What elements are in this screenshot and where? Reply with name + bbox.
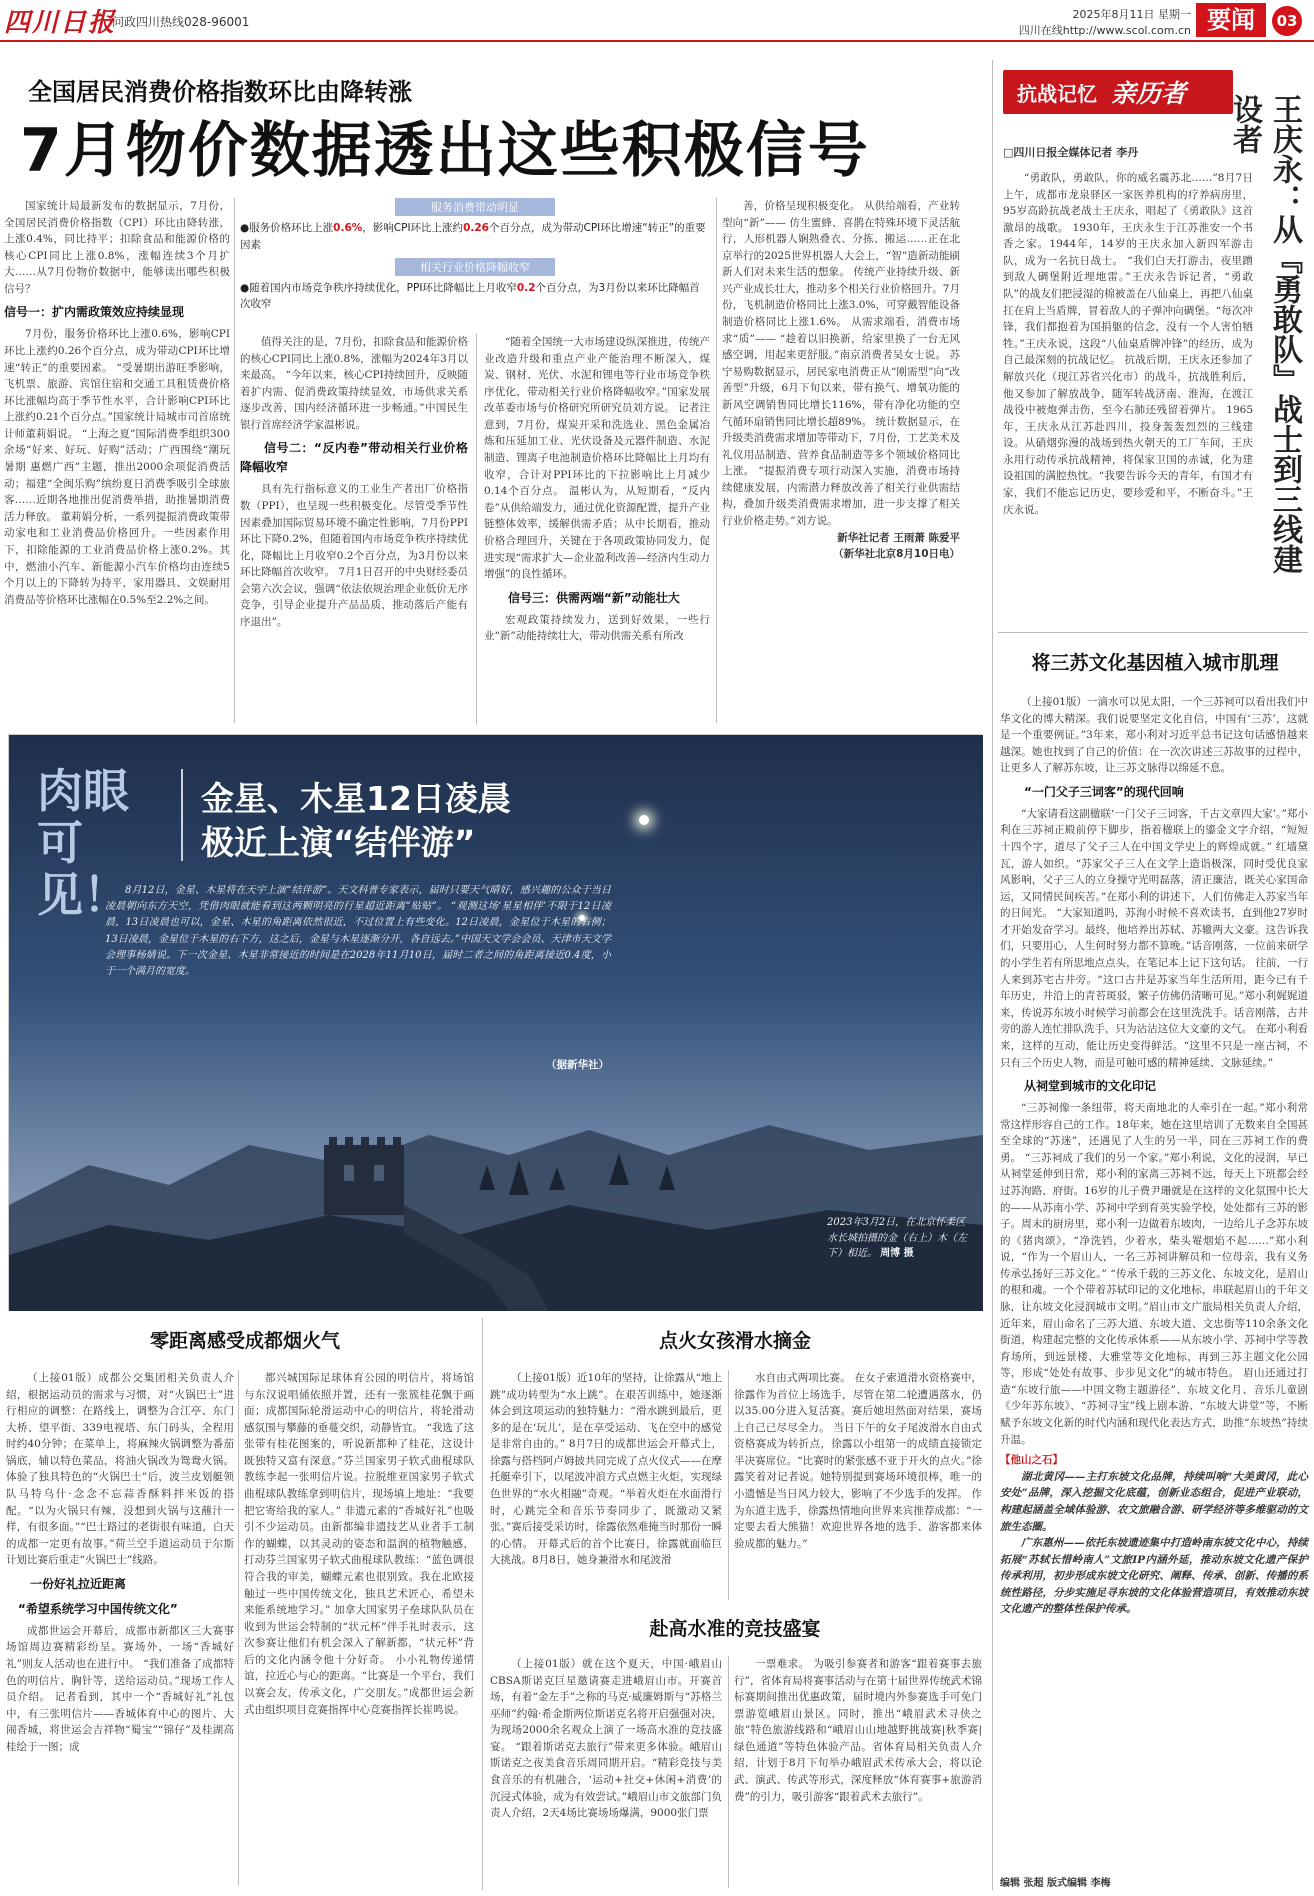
chengdu-col-1: （上接01版）成都公交集团相关负责人介绍，根据运动员的需求与习惯，对“火锅巴士”进行相应的调整：在路线上，调整为合江亭、东门大桥、望平街、339电视塔、东门码头，全程用时约40分钟；在菜单上，将麻辣火锅调整为番茄锅底，辅以特色菜品，将油火锅改为鸳鸯火锅。 体验了独具特色的“火锅巴士”后，波兰皮划艇领队马特乌什·念念不忘蒜香酥料拌米饭的搭配。“以为火锅只有辣，没想到火锅与这蘸汁一样，有很多面。”“巴士路过的老街很有味道，白天的成都一定更有故事。”荷兰空手道运动员于尔斯计划比赛后重走“火锅巴士”线路。 一份好礼拉近距离 “希望系统学习中国传统文化” 成都世运会开幕后，成都市新都区三大赛事场馆周边赛精彩纷呈。赛场外，一场“香城好礼”则友人活动也在进行中。 “我们准备了成都特色的明信片、胸针等，送给运动员。”现场工作人员介绍。 记者看到，其中一个“香城好礼”礼包中，有三张明信片——香城体育中心的图片、大闹香城，将世运会吉祥物“蜀宝”“锦仔”及桂湖高桂绘于一图；成 [6, 1372, 234, 1753]
dateline: （新华社北京8月10日电） [833, 548, 960, 561]
other-stones-1: 湖北黄冈——主打东坡文化品牌，持续叫响“大美黄冈，此心安处”品牌，深入挖掘文化底蕴，创新业态组合，促进产业联动，构建起涵盖全域体验游、农文旅融合游、研学经济等多维驱动的文旅生态圈。 [1000, 1470, 1308, 1533]
banner-service: 服务消费带动明显 [395, 198, 555, 216]
lead-col3-body: “随着全国统一大市场建设纵深推进，传统产业改造升级和重点产业产能治理不断深入，煤炭、钢材、光伏、水泥和锂电等行业市场竞争秩序优化，带动相关行业价格降幅收窄。”国家发展改革委市场与价格研究所研究员刘方说。 记者注意到，7月份，煤炭开采和洗选业、黑色金属冶炼和压延加工业、光伏设备及元器件制造、水泥制造、锂离子电池制造价格环比降幅比上月均有收窄，合计对PPI环比的下拉影响比上月减少0.14个百分点。 温彬认为，从短期看，“反内卷”从供给端发力，通过优化资源配置，提升产业链整体效率，缓解供需矛盾；从中长期看，推动价格合理回升，关键在于各项政策协同发力，促进实现“需求扩大—企业盈利改善—经济内生动力增强”的良性循环。 [484, 336, 710, 581]
war-memory-body: “勇敢队，勇敢队，你的威名震苏北……”8月7日上午，成都市龙泉驿区一家医养机构的疗养病房里，95岁高龄抗战老战士王庆永，唱起了《勇敢队》这首激昂的战歌。 1930年，王庆永生于江苏淮安一个书香之家。1944年，14岁的王庆永加入新四军游击队，成为一名抗日战士。 “我们白天打游击，夜里蹭到敌人碉堡附近埋地雷。”王庆永告诉记者，“勇敢队”的战友们把浸湿的棉被盖在八仙桌上，再把八仙桌扛在肩上当盾牌，冒着敌人的子弹冲向碉堡。“每次冲锋，我们都抱着为国捐躯的信念，没有一个人害怕牺牲。”王庆永说，这段“八仙桌盾牌冲锋”的经历，成为自己最深刻的抗战记忆。 抗战后期，王庆永还参加了解放兴化（现江苏省兴化市）的战斗，抗战胜利后，他又参加了解放战争，随军转战济南、淮海，在渡江战役中被炮弹击伤，至今右肺还残留着弹片。 1965年，王庆永从江苏赴四川，投身轰轰烈烈的三线建设。从硝烟弥漫的战场到热火朝天的工厂车间，王庆永用行动传承抗战精神，将保家卫国的赤诚，化为建设祖国的满腔热忱。“我要告诉今天的青年，有国才有家，我们不能忘记历史，要珍爱和平，不断奋斗。”王庆永说。 [1003, 172, 1253, 516]
bullet-industry: ●随着国内市场竞争秩序持续优化，PPI环比降幅比上月收窄0.2个百分点，为3月份以来环比降幅首次收窄 [240, 281, 700, 311]
culture-top-rule [998, 632, 1308, 633]
lead-col-4 [722, 198, 960, 728]
page-number: 03 [1272, 6, 1302, 36]
gaoshui-title: 赴高水准的竞技盛宴 [649, 1618, 821, 1640]
col-divider-3 [716, 198, 717, 723]
lead-col2-body: 值得关注的是，7月份，扣除食品和能源价格的核心CPI同比上涨0.8%，涨幅为2024年3月以来最高。 “今年以来，核心CPI持续回升，反映随着扩内需、促消费政策持续显效，市场供求关系逐步改善，国内经济循环进一步畅通。”中国民生银行首席经济学家温彬说。 [240, 336, 468, 431]
signal-3-title: 信号三：供需两端“新”动能壮大 [508, 590, 680, 605]
photographer: 周博 摄 [880, 1248, 914, 1259]
issue-date: 2025年8月11日 星期一 [1072, 8, 1191, 21]
lead-col4-body: 善，价格呈现积极变化。 从供给端看，产业转型向“新”—— 仿生蜜蜂、喜鹊在特殊环境下灵活航行，人形机器人娴熟叠衣、分拣、搬运……正在北京举行的2025世界机器人大会上，“智”造新动能刷新人们对未来生活的想象。 传统产业持续升级、新兴产业成长壮大，推动多个相关行业价格回升。7月份，飞机制造价格同比上涨3.0%，可穿戴智能设备制造价格同比上涨1.6%。 从需求端看，消费市场求“质”—— “趁着以旧换新，给家里换了一台无风感空调，用起来更舒服。”南京消费者吴女士说。 苏宁易购数据显示，居民家电消费正从“刚需型”向“改善型”升级，6月下旬以来，带有换气、增氧功能的新风空调销售同比增长116%，带有净化功能的空气循环扇销售同比增长超89%。 统计数据显示，在升级类消费需求增加等带动下，7月份，工艺美术及礼仪用品制造、营养食品制造等多个领域价格同比上涨。 “提振消费专项行动深入实施，消费市场持续健康发展，内需潜力释放改善了相关行业供需结构，叠加升级类消费需求增加，进一步支撑了相关行业价格走势。”刘方说。 [722, 200, 960, 527]
signal-1-title: 信号一：扩内需政策效应持续显现 [4, 305, 185, 320]
signal-2-title: 信号二：“反内卷”带动相关行业价格降幅收窄 [240, 441, 468, 475]
right-col-divider [992, 60, 993, 1890]
chengdu-col-2: 都兴城国际足球体育公园的明信片，将场馆与东汉说唱俑依照并置，还有一张簇桂花飘于画面；成都国际轮滑运动中心的明信片，将轮滑动感氛围与攀藤的垂蔓交织，动静皆宜。 “我选了这张带有桂花图案的，听说新都种了桂花，这设计既独特又富有深意。”芬兰国家男子软式曲棍球队教练李起一张明信片说。拉脱维亚国家男子软式曲棍球队教练拿到明信片，现场填上地址：“我要把它寄给我的家人。” 非遗元素的“香城好礼”也吸引不少运动员。由新都编非遗技艺从业者手工制作的蝴蝶，以其灵动的姿态和温润的植物触感，打动芬兰国家男子软式曲棍球队教练：“蓝色调很符合我的审美，蝴蝶元素也很别致。我在北欧接触过一些中国传统文化，独具艺术匠心，希望未来能系统地学习。” 加拿大国家男子垒球队队员在收到为世运会特制的“状元杯”伴手礼时表示，这次参赛让他们有机会深入了解新都，“状元杯”背后的文化内涵令他十分好奇。 小小礼物传递情谊，拉近心与心的距离。“比赛是一个平台，我们以赛会友，传承文化，广交朋友。”成都世运会新式由组织项目竞赛指挥中心竞赛指挥长崔鸣说。 [244, 1372, 474, 1716]
hotline: 问政四川热线028-96001 [112, 15, 250, 29]
section-tag: 要闻 [1196, 3, 1266, 37]
chengdu-sub-1b: “希望系统学习中国传统文化” [18, 1601, 178, 1616]
gaoshui-col-2: 一票难求。 为吸引参赛者和游客“跟着赛事去旅行”，省体育局将赛事活动与在第十届世界传统武术锦标赛期间推出优惠政策，届时境内外参赛选手可免门票游览峨眉山景区。同时，推出“峨眉武术寻侠之旅”特色旅游线路和“峨眉山山地越野挑战赛|秋季赛|绿色通道”等特色体验产品。省体育局相关负责人介绍，计划于8月下旬举办峨眉武术传承大会，将以论武、演武、传武等形式，深度释放“体育赛事+旅游消费”的引力，吸引游客“跟着武术去旅行”。 [734, 1658, 982, 1803]
bottom-divider-1 [238, 1370, 239, 1885]
masthead-rule [0, 40, 1314, 42]
lead-col-3 [484, 334, 710, 728]
col-divider-1 [234, 198, 235, 723]
diving-col-2: 水自由式两项比赛。 在女子索道滑水资格赛中，徐露作为首位上场选手，尽管在第二轮遭遇落水，仍以35.00分进入复活赛。赛后她坦然面对结果，赛场上自己已尽尽全力。 当日下午的女子尾波滑水自由式资格赛成为转折点，徐露以小组第一的成绩直接锁定半决赛席位。“比赛时的紧张感不亚于开火的点火。”徐露笑着对记者说。她特别提到赛场环境很棒，唯一的小遗憾是当日风力较大，影响了不少选手的发挥。 作为东道主选手，徐露热情地向世界来宾推荐成都：“一定要去看大熊猫！欢迎世界各地的选手、游客都来体验成都的魅力。” [734, 1372, 982, 1550]
photo-intro: 8月12日，金星、木星将在天宇上演“结伴游”。天文科普专家表示，届时只要天气晴好，感兴趣的公众于当日凌晨朝向东方天空，凭借肉眼就能看到这两颗明亮的行星超近距离“贴贴”。 “观测这场‘星星相伴’不限于12日凌晨，13日凌晨也可以，金星、木星的角距离依然很近，不过位置上有些变化。12日凌晨，金星位于木星的右侧；13日凌晨，金星位于木星的右下方，这之后，金星与木星逐渐分开，各自远去。”中国天文学会会员、天津市天文学会理事杨婧说。下一次金星、木星非常接近的时间是在2028年11月10日，届时二者之间的角距离接近0.4度，小于一个满月的宽度。 [105, 885, 611, 977]
col-divider-2 [476, 334, 477, 724]
lead-col2-body2: 具有先行指标意义的工业生产者出厂价格指数（PPI），也呈现一些积极变化。尽管受季节性因素叠加国际贸易环境不确定性影响，7月份PPI环比下降0.2%，但随着国内市场竞争秩序持续优化，降幅比上月收窄0.2个百分点，为3月份以来环比降幅首次收窄。 7月1日召开的中央财经委员会第六次会议，强调“依法依规治理企业低价无序竞争，引导企业提升产品品质，推动落后产能有序退出”。 [240, 483, 468, 628]
photo-title-divider [181, 769, 183, 861]
culture-title: 将三苏文化基因植入城市肌理 [1031, 652, 1279, 674]
war-memory-script: 亲历者 [1111, 79, 1187, 108]
photo-intro-credit: （据新华社） [546, 1059, 609, 1071]
war-memory-reporter: □四川日报全媒体记者 李丹 [1003, 146, 1139, 159]
other-stones-2: 广东惠州——依托东坡遗迹集中打造岭南东坡文化中心，持续拓展“苏轼长惜岭南人”文旅IP内涵外延，推动东坡文化遗产保护传承利用，初步形成东坡文化研究、阐释、传承、创新、传播的系统性路径，分步实施足寻东坡的文化体验营造项目，有效推动东坡文化遗产的整体性保护传承。 [1000, 1537, 1308, 1616]
war-memory-label: 抗战记忆 [1017, 82, 1097, 106]
photo-title-line-1: 金星、木星12日凌晨 [201, 779, 511, 818]
war-memory-headline: 王庆永：从『勇敢队』战士到三线建设者 [1227, 94, 1302, 574]
culture-sub-1: “一门父子三词客”的现代回响 [1024, 784, 1184, 799]
info-box [240, 198, 710, 322]
lead-intro: 国家统计局最新发布的数据显示，7月份，全国居民消费价格指数（CPI）环比由降转涨，上涨0.4%，同比持平；扣除食品和能源价格的核心CPI同比上涨0.8%，涨幅连续3个月扩大……从7月份物价数据中，能够读出哪些积极信号？ [4, 200, 230, 295]
diving-col-1: （上接01版）近10年的坚持，让徐露从“地上跳”成功转型为“水上跳”。在艰苦训练中，她逐渐体会到这项运动的独特魅力：“滑水跳到最后，更多的是在‘玩儿’，是在享受运动、飞在空中的感觉是非常自由的。” 8月7日的成都世运会开幕式上，徐露与搭档阿卢姆披共同完成了点火仪式——在摩托艇牵引下，以尾波冲浪方式点燃主火炬，实现绿色世界的“水火相融”奇观。“举着火炬在水面滑行时，心跳完全和音乐节奏同步了，既激动又紧张。”赛后接受采访时，徐露依然难掩当时那份一瞬的心情。 开幕式后的首个比赛日，徐露就面临巨大挑战。8月8日，她身兼滑水和尾波滑 [490, 1372, 722, 1567]
lead-headline: 7月物价数据透出这些积极信号 [20, 116, 870, 186]
lead-col3-body2: 宏观政策持续发力，送到好效果，一些行业“新”动能持续壮大，带动供需关系有所改 [484, 613, 710, 643]
photo-title-line-2: 极近上演“结伴游” [201, 823, 476, 862]
newspaper-logo: 四川日报 [4, 8, 117, 38]
lead-kicker: 全国居民消费价格指数环比由降转涨 [28, 78, 412, 106]
diving-title: 点火女孩滑水摘金 [658, 1330, 811, 1352]
bottom-divider-3 [728, 1370, 729, 1600]
war-memory-badge [1003, 70, 1233, 114]
photo-feature [8, 734, 982, 1310]
lead-col-2 [240, 334, 468, 728]
culture-body: （上接01版）一滴水可以见太阳，一个三苏祠可以看出我们中华文化的博大精深。我们说要坚定文化自信，中国有‘三苏’，这就是一个重要例证。”3年来，郑小利对习近平总书记这句话感悟越来越深。她也找到了自己的价值：在一次次讲述三苏故事的过程中，让更多人了解苏东坡，让三苏文脉得以绵延不息。 “一门父子三词客”的现代回响 “大家请看这副楹联‘一门父子三词客，千古文章四大家’。”郑小利在三苏祠正殿前停下脚步，指着楹联上的鎏金文字介绍，“短短十四个字，道尽了父子三人在中国文学史上的辉煌成就。” 红墙黛瓦，游人如织。“苏家父子三人在文学上造诣极深，同时受优良家风影响，父子三人的立身操守光明磊落，清正廉洁，既关心家国命运，又同情民间疾苦。”在郑小利的讲述下，人们仿佛走入苏家当年的日间光。 “大家知道吗，苏洵小时候不喜欢读书，直到他27岁时才开始发奋学习。最终，他培养出苏轼、苏辙两大文豪。这告诉我们，只要用心，人生何时努力都不算晚。”话音刚落，一位前来研学的小学生若有所思地点点头，在笔记本上记下这句话。 往前，一行人来到苏宅古井旁。“这口古井是苏家当年生活所用，距今已有千年历史，井沿上的青苔斑驳，繁子仿佛仍清晰可见。”郑小利娓娓道来，传说苏东坡小时候学习前都会在这里洗洗手。话音刚落，古井旁的游人连忙排队洗手，只为沾沾这位大文豪的文气。 在郑小利看来，这样的互动，能让历史变得鲜活。“这里不只是一座古祠，不只有三个历史人物，而是可触可感的精神延续、文脉延续。” 从祠堂到城市的文化印记 “三苏祠像一条纽带，将天南地北的人牵引在一起。”郑小利常常这样形容自己的工作。18年来，她在这里培训了无数来自全国甚至全球的“苏迷”，还遇见了人生的另一半，同在三苏祠工作的费勇。 “三苏祠成了我们的另一个家。”郑小利说，文化的浸润，早已从祠堂延伸到日常，郑小利的家离三苏祠不远，每天上下班都会经过苏洵路、府街。16岁的儿子费尹珊就是在这样的文化氛围中长大的——从苏南小学、苏祠中学到育英实验学校，处处都有三苏的影子。周末的厨房里，郑小利一边做着东坡肉，一边给儿子念苏东坡的《猪肉颂》，“净洗铛，少着水，柴头罨烟焰不起……”郑小利说，“作为一个眉山人，一名三苏祠讲解员和一位母亲，我有义务传承弘扬好三苏文化。” “传承千载的三苏文化、东坡文化，是眉山的根和魂。一个个带着苏轼印记的文化地标，串联起眉山的千年文脉，让东坡文化浸润城市文明。”眉山市文广旅局相关负责人介绍，近年来，眉山命名了三苏大道、东坡大道、文忠街等110余条文化街道，构建起完整的文化传承体系——从东坡小学、苏祠中学等教育场所，到远景楼、大雅堂等文化地标，再到三苏主题文化公园等，形成“处处有故事、步步见文化”的城市特色。 眉山还通过打造“东坡行旅——中国文物主题游径”、东坡文化月、音乐儿童剧《少年苏东坡》、“苏祠寻宝”线上剧本游、“东坡大讲堂”等，不断赋予东坡文化新的时代内涵和现代化表达方式，助推“东坡热”持续升温。 【他山之石】 湖北黄冈——主打东坡文化品牌，持续叫响“大美黄冈，此心安处”品牌，深入挖掘文化底蕴，创新业态组合，促进产业联动，构建起涵盖全域体验游、农文旅融合游、研学经济等多维驱动的文旅生态圈。 广东惠州——依托东坡遗迹集中打造岭南东坡文化中心，持续拓展“苏轼长惜岭南人”文旅IP内涵外延，推动东坡文化遗产保护传承利用，初步形成东坡文化研究、阐释、传承、创新、传播的系统性路径，分步实施足寻东坡的文化体验营造项目，有效推动东坡文化遗产的整体性保护传承。 [1000, 694, 1308, 1860]
other-stones-title: 【他山之石】 [1000, 1454, 1063, 1467]
venus-point [639, 815, 649, 825]
chengdu-title: 零距离感受成都烟火气 [149, 1330, 340, 1352]
bullet-service: ●服务价格环比上涨0.6%，影响CPI环比上涨约0.26个百分点，成为带动CPI环比增速“转正”的重要因素 [240, 222, 706, 251]
gaoshui-col-1: （上接01版）就在这个夏天，中国·峨眉山CBSA斯诺克巨星邀请赛走进峨眉山市。开赛首场，有着“金左手”之称的马克·威廉姆斯与“苏格兰巫师”约翰·希金斯两位斯诺克名将开启强强对决，为现场2000余名观众上演了一场高水准的竞技盛宴。 “跟着斯诺克去旅行”带来更多体验。峨眉山斯诺克之夜美食音乐周同期开启。“精彩竞技与美食音乐的有机融合，‘运动+社交+休闲+消费’的沉浸式体验，成为有效尝试。”峨眉山市文旅部门负责人介绍，2天4场比赛场场爆满，9000张门票 [490, 1658, 722, 1820]
lead-col-1 [4, 198, 230, 728]
lead-col1-body: 7月份，服务价格环比上涨0.6%，影响CPI环比上涨约0.26个百分点，成为带动CPI环比增速“转正”的重要因素。 “受暑期出游旺季影响，飞机票、旅游、宾馆住宿和交通工具租赁费价格环比涨幅均高于季节性水平，合计影响CPI环比上涨约0.21个百分点。”国家统计局城市司首席统计师董莉娟说。 “上海之夏”国际消费季组织300余场“好来、好玩、好购”活动；广西围绕“潮玩暑期 惠燃广西”主题，推出2000余项促消费活动；福建“全闽乐购”缤纷夏日消费季吸引全球旅客……近期各地推出促消费举措，助推暑期消费活力释放。 董莉娟分析，一系列提振消费政策带动家电和工业消费品价格回升。一些因素作用下，扣除能源的工业消费品价格上涨0.2%。其中，燃油小汽车、新能源小汽车价格均由连续5个月以上的下降转为持平，家用器具、文娱耐用消费品等价格环比涨幅在0.5%至2.2%之间。 [4, 328, 230, 606]
bottom-divider-4 [728, 1656, 729, 1888]
masthead [0, 0, 1314, 42]
byline: 新华社记者 王雨萧 陈爱平 [837, 531, 960, 544]
culture-sub-2: 从祠堂到城市的文化印记 [1024, 1079, 1157, 1094]
bottom-divider-2 [482, 1318, 483, 1890]
website: 四川在线http://www.scol.com.cn [1018, 24, 1191, 37]
chengdu-sub-1: 一份好礼拉近距离 [30, 1576, 127, 1591]
photo-caption: 2023年3月2日，在北京怀柔区水长城拍摄的金（右上）木（左下）相近。 周博 摄 [827, 1217, 967, 1259]
banner-industry: 相关行业价格降幅收窄 [395, 258, 555, 276]
editors-credit: 编辑 张超 版式编辑 李梅 [1000, 1878, 1111, 1889]
photo-kicker: 肉眼可见！ [37, 764, 129, 922]
